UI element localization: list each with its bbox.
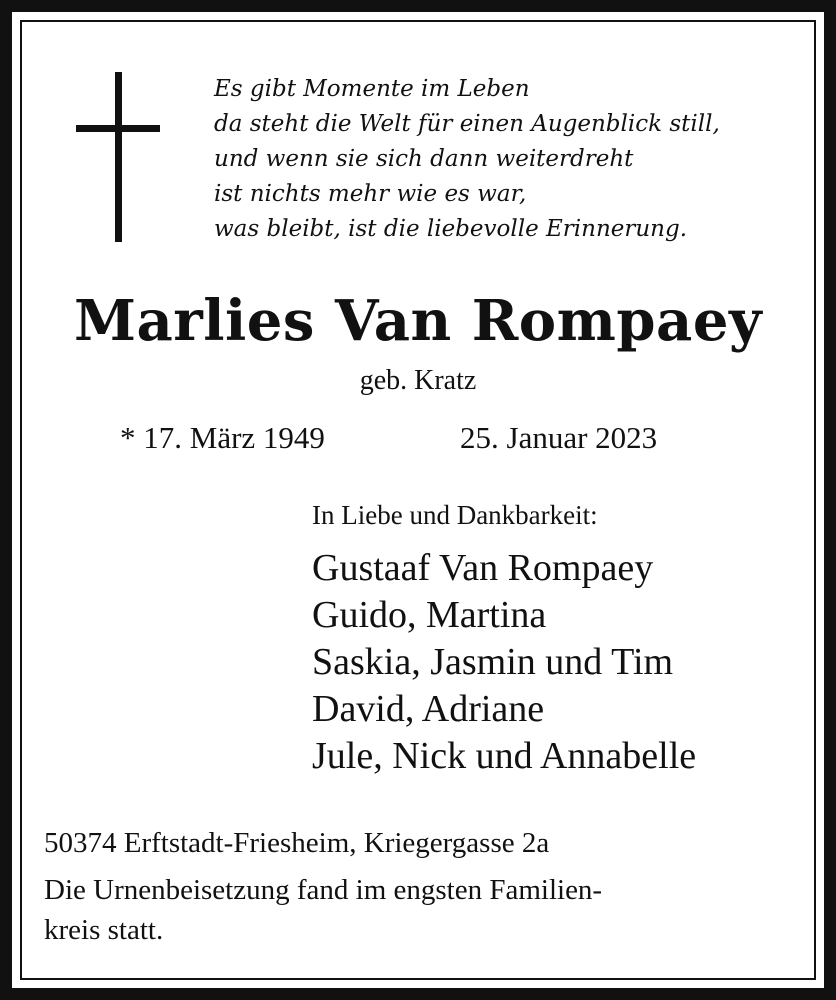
poem-line: da steht die Welt für einen Augenblick still, (214, 111, 720, 137)
cross-horizontal-bar (76, 125, 160, 132)
poem-line: Es gibt Momente im Leben (214, 76, 530, 102)
mourner-line: Jule, Nick und Annabelle (312, 735, 697, 777)
mourners-intro: In Liebe und Dankbarkeit: (312, 500, 598, 530)
mourners-list (312, 545, 696, 780)
address: 50374 Erftstadt-Friesheim, Kriegergasse 2a (44, 827, 550, 859)
poem (214, 72, 810, 247)
note-line: kreis statt. (44, 914, 164, 946)
mourner-line: David, Adriane (312, 688, 545, 730)
maiden-name: geb. Kratz (359, 365, 477, 396)
poem-line: und wenn sie sich dann weiterdreht (214, 146, 634, 172)
mourner-line: Gustaaf Van Rompaey (312, 547, 654, 589)
birth-date: * 17. März 1949 (120, 420, 325, 455)
death-date: 25. Januar 2023 (460, 420, 658, 455)
poem-line: was bleibt, ist die liebevolle Erinnerung. (214, 216, 688, 242)
deceased-name: Marlies Van Rompaey (73, 288, 763, 354)
mourner-line: Guido, Martina (312, 594, 547, 636)
mourner-line: Saskia, Jasmin und Tim (312, 641, 674, 683)
burial-note (44, 870, 804, 950)
poem-line: ist nichts mehr wie es war, (214, 181, 527, 207)
cross-icon (76, 72, 160, 242)
cross-vertical-bar (115, 72, 122, 242)
note-line: Die Urnenbeisetzung fand im engsten Familien- (44, 874, 603, 906)
